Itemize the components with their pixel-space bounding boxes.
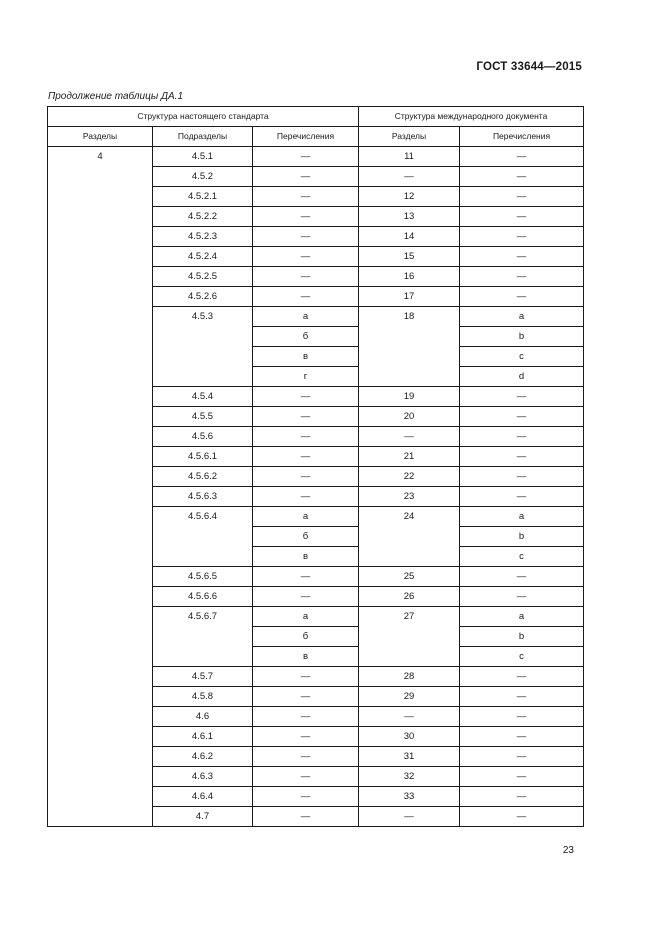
enumeration-cell: б	[253, 527, 359, 547]
subsection-cell	[153, 627, 253, 647]
intl-enumeration-cell: —	[460, 167, 584, 187]
enumeration-cell: —	[253, 267, 359, 287]
subsection-cell	[153, 547, 253, 567]
subsection-cell: 4.5.6.7	[153, 607, 253, 627]
intl-enumeration-cell: —	[460, 227, 584, 247]
intl-section-cell	[359, 647, 460, 667]
subsection-cell	[153, 527, 253, 547]
intl-section-cell	[359, 347, 460, 367]
intl-section-cell: 32	[359, 767, 460, 787]
enumeration-cell: а	[253, 607, 359, 627]
intl-enumeration-cell: b	[460, 527, 584, 547]
intl-enumeration-cell: —	[460, 667, 584, 687]
table-caption: Продолжение таблицы ДА.1	[48, 91, 184, 102]
intl-enumeration-cell: c	[460, 547, 584, 567]
enumeration-cell: —	[253, 427, 359, 447]
enumeration-cell: —	[253, 567, 359, 587]
intl-section-cell: 25	[359, 567, 460, 587]
intl-enumeration-cell: —	[460, 787, 584, 807]
subsection-cell: 4.6	[153, 707, 253, 727]
enumeration-cell: —	[253, 487, 359, 507]
subsection-cell: 4.5.2.5	[153, 267, 253, 287]
intl-enumeration-cell: —	[460, 807, 584, 827]
intl-enumeration-cell: —	[460, 487, 584, 507]
column-header: Разделы	[48, 127, 153, 147]
enumeration-cell: —	[253, 167, 359, 187]
subsection-cell: 4.5.2.1	[153, 187, 253, 207]
intl-section-cell: —	[359, 807, 460, 827]
intl-section-cell: 31	[359, 747, 460, 767]
enumeration-cell: —	[253, 247, 359, 267]
intl-section-cell: 14	[359, 227, 460, 247]
enumeration-cell: —	[253, 807, 359, 827]
intl-enumeration-cell: —	[460, 207, 584, 227]
intl-section-cell: 33	[359, 787, 460, 807]
enumeration-cell: б	[253, 327, 359, 347]
enumeration-cell: —	[253, 287, 359, 307]
subsection-cell: 4.5.2.4	[153, 247, 253, 267]
intl-section-cell: 28	[359, 667, 460, 687]
intl-section-cell: 15	[359, 247, 460, 267]
enumeration-cell: —	[253, 447, 359, 467]
subsection-cell: 4.6.2	[153, 747, 253, 767]
intl-section-cell	[359, 367, 460, 387]
intl-section-cell: 18	[359, 307, 460, 327]
intl-enumeration-cell: —	[460, 407, 584, 427]
subsection-cell: 4.6.3	[153, 767, 253, 787]
enumeration-cell: —	[253, 687, 359, 707]
enumeration-cell: а	[253, 307, 359, 327]
enumeration-cell: а	[253, 507, 359, 527]
intl-section-cell: —	[359, 427, 460, 447]
group-header-standard: Структура настоящего стандарта	[48, 107, 359, 127]
subsection-cell: 4.7	[153, 807, 253, 827]
subsection-cell: 4.5.2.6	[153, 287, 253, 307]
intl-enumeration-cell: —	[460, 387, 584, 407]
enumeration-cell: —	[253, 227, 359, 247]
subsection-cell	[153, 367, 253, 387]
intl-section-cell	[359, 627, 460, 647]
intl-enumeration-cell: —	[460, 247, 584, 267]
subsection-cell: 4.5.8	[153, 687, 253, 707]
intl-enumeration-cell: c	[460, 647, 584, 667]
document-code: ГОСТ 33644—2015	[476, 61, 582, 73]
subsection-cell: 4.5.6.4	[153, 507, 253, 527]
enumeration-cell: —	[253, 387, 359, 407]
intl-section-cell: 17	[359, 287, 460, 307]
group-header-row	[48, 107, 584, 127]
intl-enumeration-cell: b	[460, 627, 584, 647]
intl-section-cell: —	[359, 167, 460, 187]
intl-enumeration-cell: b	[460, 327, 584, 347]
subsection-cell: 4.5.2.3	[153, 227, 253, 247]
intl-enumeration-cell: —	[460, 187, 584, 207]
enumeration-cell: —	[253, 147, 359, 167]
subsection-cell: 4.5.6	[153, 427, 253, 447]
intl-section-cell: 13	[359, 207, 460, 227]
column-header-row	[48, 127, 584, 147]
intl-section-cell	[359, 547, 460, 567]
column-header: Перечисления	[460, 127, 584, 147]
subsection-cell: 4.5.3	[153, 307, 253, 327]
subsection-cell	[153, 647, 253, 667]
intl-enumeration-cell: a	[460, 607, 584, 627]
intl-section-cell: 30	[359, 727, 460, 747]
enumeration-cell: —	[253, 747, 359, 767]
subsection-cell: 4.5.2.2	[153, 207, 253, 227]
enumeration-cell: в	[253, 347, 359, 367]
intl-section-cell: 29	[359, 687, 460, 707]
intl-section-cell: 12	[359, 187, 460, 207]
column-header: Подразделы	[153, 127, 253, 147]
enumeration-cell: в	[253, 547, 359, 567]
intl-enumeration-cell: —	[460, 587, 584, 607]
section-cell: 4	[48, 147, 153, 827]
intl-enumeration-cell: —	[460, 427, 584, 447]
intl-enumeration-cell: —	[460, 447, 584, 467]
intl-enumeration-cell: —	[460, 287, 584, 307]
correspondence-table	[47, 106, 584, 827]
enumeration-cell: —	[253, 187, 359, 207]
enumeration-cell: —	[253, 207, 359, 227]
subsection-cell: 4.5.6.5	[153, 567, 253, 587]
intl-enumeration-cell: —	[460, 767, 584, 787]
intl-section-cell: 16	[359, 267, 460, 287]
intl-section-cell	[359, 327, 460, 347]
intl-section-cell: 20	[359, 407, 460, 427]
intl-enumeration-cell: —	[460, 147, 584, 167]
intl-section-cell: 11	[359, 147, 460, 167]
intl-enumeration-cell: a	[460, 507, 584, 527]
intl-enumeration-cell: —	[460, 747, 584, 767]
enumeration-cell: —	[253, 467, 359, 487]
intl-enumeration-cell: d	[460, 367, 584, 387]
intl-section-cell: 27	[359, 607, 460, 627]
intl-section-cell: 23	[359, 487, 460, 507]
subsection-cell: 4.5.6.3	[153, 487, 253, 507]
enumeration-cell: —	[253, 707, 359, 727]
enumeration-cell: —	[253, 787, 359, 807]
subsection-cell: 4.5.6.2	[153, 467, 253, 487]
intl-enumeration-cell: —	[460, 687, 584, 707]
subsection-cell	[153, 347, 253, 367]
intl-enumeration-cell: —	[460, 727, 584, 747]
enumeration-cell: г	[253, 367, 359, 387]
intl-section-cell: 21	[359, 447, 460, 467]
subsection-cell: 4.6.4	[153, 787, 253, 807]
intl-enumeration-cell: a	[460, 307, 584, 327]
table-row	[48, 147, 584, 167]
enumeration-cell: —	[253, 667, 359, 687]
subsection-cell: 4.5.2	[153, 167, 253, 187]
intl-enumeration-cell: —	[460, 467, 584, 487]
page-number: 23	[562, 845, 574, 856]
intl-section-cell: —	[359, 707, 460, 727]
intl-section-cell: 24	[359, 507, 460, 527]
column-header: Перечисления	[253, 127, 359, 147]
subsection-cell: 4.6.1	[153, 727, 253, 747]
subsection-cell	[153, 327, 253, 347]
enumeration-cell: в	[253, 647, 359, 667]
enumeration-cell: б	[253, 627, 359, 647]
intl-enumeration-cell: c	[460, 347, 584, 367]
column-header: Разделы	[359, 127, 460, 147]
subsection-cell: 4.5.1	[153, 147, 253, 167]
intl-enumeration-cell: —	[460, 567, 584, 587]
subsection-cell: 4.5.7	[153, 667, 253, 687]
intl-section-cell: 22	[359, 467, 460, 487]
intl-enumeration-cell: —	[460, 707, 584, 727]
enumeration-cell: —	[253, 587, 359, 607]
enumeration-cell: —	[253, 767, 359, 787]
intl-section-cell	[359, 527, 460, 547]
subsection-cell: 4.5.5	[153, 407, 253, 427]
intl-section-cell: 26	[359, 587, 460, 607]
group-header-international: Структура международного документа	[359, 107, 584, 127]
subsection-cell: 4.5.4	[153, 387, 253, 407]
intl-enumeration-cell: —	[460, 267, 584, 287]
enumeration-cell: —	[253, 407, 359, 427]
intl-section-cell: 19	[359, 387, 460, 407]
subsection-cell: 4.5.6.1	[153, 447, 253, 467]
enumeration-cell: —	[253, 727, 359, 747]
subsection-cell: 4.5.6.6	[153, 587, 253, 607]
